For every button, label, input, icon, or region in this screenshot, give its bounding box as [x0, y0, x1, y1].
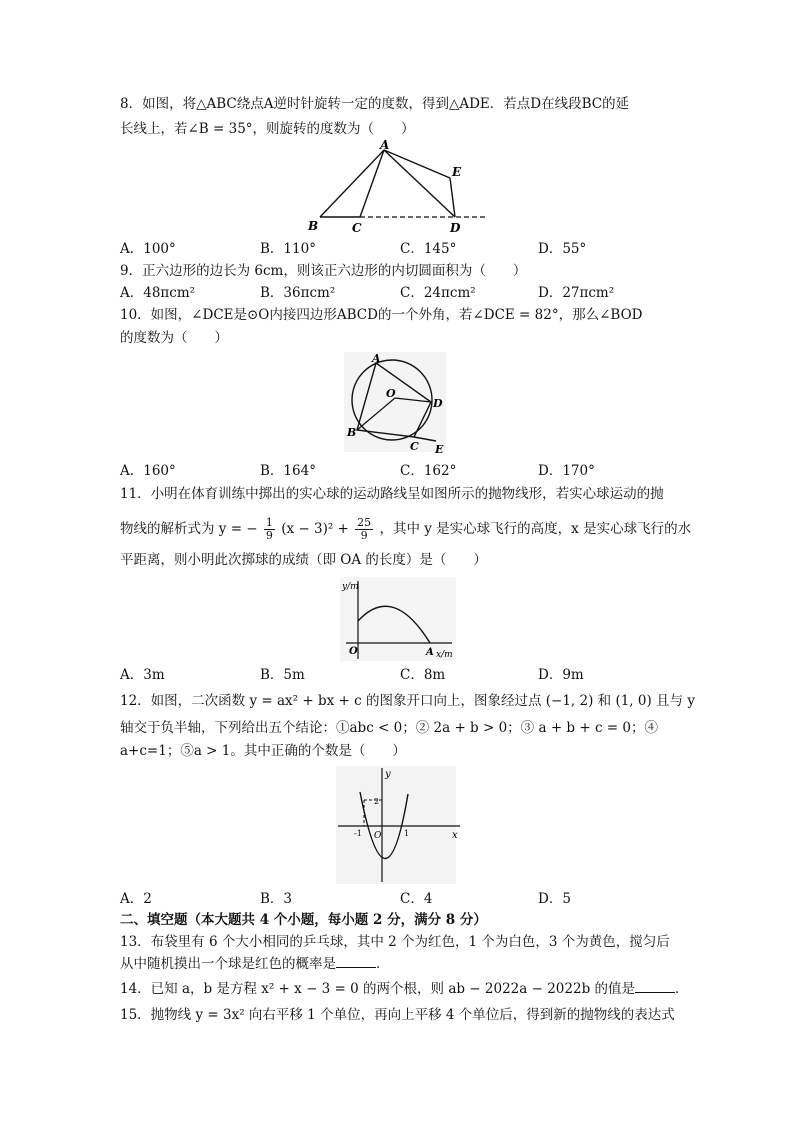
- q11-figure: [338, 575, 458, 663]
- q11-option-d[interactable]: D．9m: [538, 667, 584, 683]
- q8-options: [120, 240, 680, 258]
- q11-label-o: O: [349, 646, 358, 657]
- q10-option-d[interactable]: D．170°: [538, 463, 595, 479]
- q12-label-o: O: [374, 831, 382, 841]
- q10-label-o: O: [386, 387, 396, 400]
- q8-line2: 长线上，若∠B = 35°，则旋转的度数为（ ）: [120, 121, 415, 137]
- q8-option-d[interactable]: D．55°: [538, 241, 587, 257]
- q11-label-x: x/m: [436, 650, 453, 660]
- q10-line2: 的度数为（ ）: [120, 330, 228, 346]
- q12-line1: 12．如图，二次函数 y = ax² + bx + c 的图象开口向上，图象经过点 (−1, 2) 和 (1, 0) 且与 y: [120, 693, 695, 709]
- q12-options: [120, 890, 680, 908]
- q10-label-c: C: [410, 440, 419, 453]
- q12-option-c[interactable]: C．4: [400, 891, 433, 907]
- q13-line2: 从中随机摸出一个球是红色的概率是 ．: [120, 956, 390, 972]
- q10-label-b: B: [347, 426, 357, 439]
- q12-figure-background: [336, 766, 456, 884]
- q11-option-c[interactable]: C．8m: [400, 667, 446, 683]
- q12-option-b[interactable]: B．3: [260, 891, 293, 907]
- q8-figure: [300, 140, 500, 235]
- q8-segment-ab: [320, 150, 384, 217]
- q10-label-e: E: [435, 443, 444, 455]
- q9-option-b[interactable]: B．36πcm²: [260, 285, 336, 301]
- q11-option-a[interactable]: A．3m: [120, 667, 165, 683]
- q12-label-x: x: [452, 830, 458, 841]
- q8-segment-ac: [360, 150, 384, 217]
- q12-label-minus1: -1: [354, 829, 362, 838]
- q10-label-d: D: [433, 397, 443, 410]
- q13-line2-text: 从中随机摸出一个球是红色的概率是: [120, 956, 336, 972]
- q12-option-a[interactable]: A．2: [120, 891, 152, 907]
- q11-frac2-den: 9: [360, 529, 368, 542]
- q9-options: [120, 284, 680, 302]
- q9-line1: 9．正六边形的边长为 6cm，则该正六边形的内切圆面积为（ ）: [120, 263, 527, 279]
- q14-line: 14．已知 a，b 是方程 x² + x − 3 = 0 的两个根，则 ab − 2022a − 2022b 的值是 ．: [120, 981, 689, 997]
- q13-answer-blank[interactable]: [336, 955, 376, 968]
- q11-frac1-den: 9: [265, 529, 273, 542]
- q10-figure: [340, 350, 450, 455]
- q11-line3: 平距离，则小明此次掷球的成绩（即 OA 的长度）是（ ）: [120, 552, 487, 568]
- q11-line1: 11．小明在体育训练中掷出的实心球的运动路线呈如图所示的抛物线形，若实心球运动的抛: [120, 486, 664, 502]
- q8-option-a[interactable]: A．100°: [120, 241, 176, 257]
- q12-label-two: 2: [374, 797, 380, 806]
- q8-segment-ae: [384, 150, 450, 178]
- q10-option-c[interactable]: C．162°: [400, 463, 457, 479]
- q15-line1: 15．抛物线 y = 3x² 向右平移 1 个单位，再向上平移 4 个单位后，得到新的抛物线的表达式: [120, 1007, 675, 1023]
- q11-option-b[interactable]: B．5m: [260, 667, 305, 683]
- q11-line2-post: ，其中 y 是实心球飞行的高度，x 是实心球飞行的水: [379, 521, 692, 537]
- q10-line1: 10．如图，∠DCE是⊙O内接四边形ABCD的一个外角，若∠DCE = 82°，那么∠BOD: [120, 307, 643, 323]
- q9-option-d[interactable]: D．27πcm²: [538, 285, 615, 301]
- q8-label-e: E: [452, 165, 462, 179]
- q8-option-b[interactable]: B．110°: [260, 241, 316, 257]
- q12-label-plus1: 1: [404, 829, 410, 838]
- q10-option-b[interactable]: B．164°: [260, 463, 316, 479]
- q14-answer-blank[interactable]: [635, 980, 675, 993]
- q8-line1: 8．如图，将△ABC绕点A逆时针旋转一定的度数，得到△ADE．若点D在线段BC的延: [120, 96, 630, 112]
- q11-line2-pre: 物线的解析式为 y = −: [120, 521, 258, 537]
- q12-line3: a+c=1；⑤a > 1。其中正确的个数是（ ）: [120, 743, 406, 759]
- q10-option-a[interactable]: A．160°: [120, 463, 176, 479]
- q11-fraction-2: [355, 517, 373, 542]
- q9-option-c[interactable]: C．24πcm²: [400, 285, 476, 301]
- q11-label-y: y/m: [342, 582, 359, 592]
- q8-label-a: A: [380, 140, 390, 152]
- q11-options: [120, 666, 680, 684]
- q8-segment-ad: [384, 150, 455, 217]
- q11-label-a: A: [426, 647, 434, 658]
- q10-options: [120, 462, 680, 480]
- q11-frac2-num: 25: [357, 516, 372, 529]
- q10-label-a: A: [372, 352, 381, 365]
- q8-option-c[interactable]: C．145°: [400, 241, 457, 257]
- q11-line2-mid: (x − 3)² +: [281, 521, 349, 537]
- section-2-heading: 二、填空题（本大题共 4 个小题，每小题 2 分，满分 8 分）: [120, 912, 487, 928]
- q8-label-c: C: [352, 221, 362, 235]
- q12-option-d[interactable]: D．5: [538, 891, 571, 907]
- q12-label-y: y: [385, 769, 391, 780]
- q9-option-a[interactable]: A．48πcm²: [120, 285, 196, 301]
- q12-line2: 轴交于负半轴，下列给出五个结论：①abc < 0；② 2a + b > 0；③ a + b + c = 0；④: [120, 720, 658, 736]
- q8-label-d: D: [450, 221, 461, 235]
- q12-figure: [334, 764, 464, 886]
- q11-line2: [120, 517, 691, 542]
- q8-label-b: B: [308, 219, 319, 233]
- q11-frac1-num: 1: [265, 516, 273, 529]
- q8-segment-ed: [450, 178, 455, 217]
- q14-line1-text: 14．已知 a，b 是方程 x² + x − 3 = 0 的两个根，则 ab − 2022a − 2022b 的值是: [120, 981, 635, 997]
- q11-fraction-1: [264, 517, 275, 542]
- q13-line1: 13．布袋里有 6 个大小相同的乒乓球，其中 2 个为红色，1 个为白色，3 个为黄色，搅匀后: [120, 934, 670, 950]
